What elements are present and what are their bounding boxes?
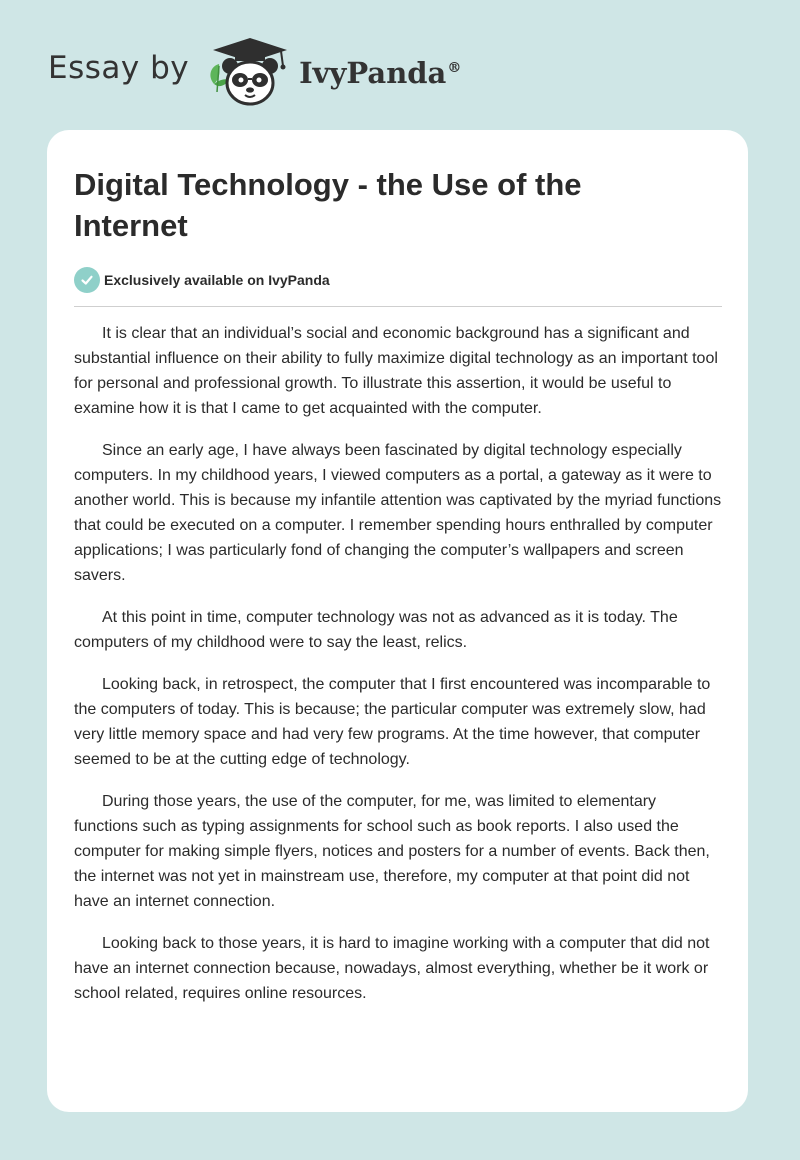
- title-divider: [74, 306, 722, 307]
- site-header: [48, 36, 461, 108]
- essay-paragraph: At this point in time, computer technology was not as advanced as it is today. The computers of my childhood were to say the least, relics.: [74, 609, 678, 651]
- essay-by-label: Essay by: [48, 50, 190, 86]
- exclusive-badge-text: Exclusively available on IvyPanda: [104, 272, 330, 288]
- ivypanda-logo-link[interactable]: [205, 36, 461, 108]
- essay-paragraph: It is clear that an individual’s social and economic background has a significant and substantial influence on their ability to fully maximize digital technology as an important tool for personal and professional growth. To illustrate this assertion, it would be useful to examine how it is that I came to get acquainted with the computer.: [74, 325, 718, 417]
- essay-paragraph: Looking back to those years, it is hard to imagine working with a computer that did not have an internet connection because, nowadays, almost everything, whether be it work or school related, requires online resources.: [74, 935, 710, 1002]
- essay-paragraph: During those years, the use of the computer, for me, was limited to elementary functions such as typing assignments for school such as book reports. I also used the computer for making simple flyers, notices and posters for a number of events. Back then, the internet was not yet in mainstream use, therefore, my computer at that point did not have an internet connection.: [74, 793, 710, 910]
- essay-card: [47, 130, 748, 1112]
- exclusive-badge: [74, 266, 722, 294]
- ivypanda-wordmark: IvyPanda®: [299, 56, 462, 90]
- essay-body: [74, 321, 722, 1006]
- panda-graduate-icon: [205, 36, 295, 108]
- essay-paragraph: Since an early age, I have always been fascinated by digital technology especially computers. In my childhood years, I viewed computers as a portal, a gateway as it were to another world. This is because my infantile attention was captivated by the myriad functions that could be executed on a computer. I remember spending hours enthralled by computer applications; I was particularly fond of changing the computer’s wallpapers and screen savers.: [74, 442, 722, 584]
- registered-mark: ®: [447, 60, 462, 77]
- essay-title: Digital Technology - the Use of the Internet: [74, 167, 582, 243]
- essay-paragraph: Looking back, in retrospect, the computer that I first encountered was incomparable to the computers of today. This is because; the particular computer was extremely slow, had very little memory space and had very few programs. At the time however, that computer seemed to be at the cutting edge of technology.: [74, 676, 711, 768]
- check-circle-icon: [74, 267, 100, 293]
